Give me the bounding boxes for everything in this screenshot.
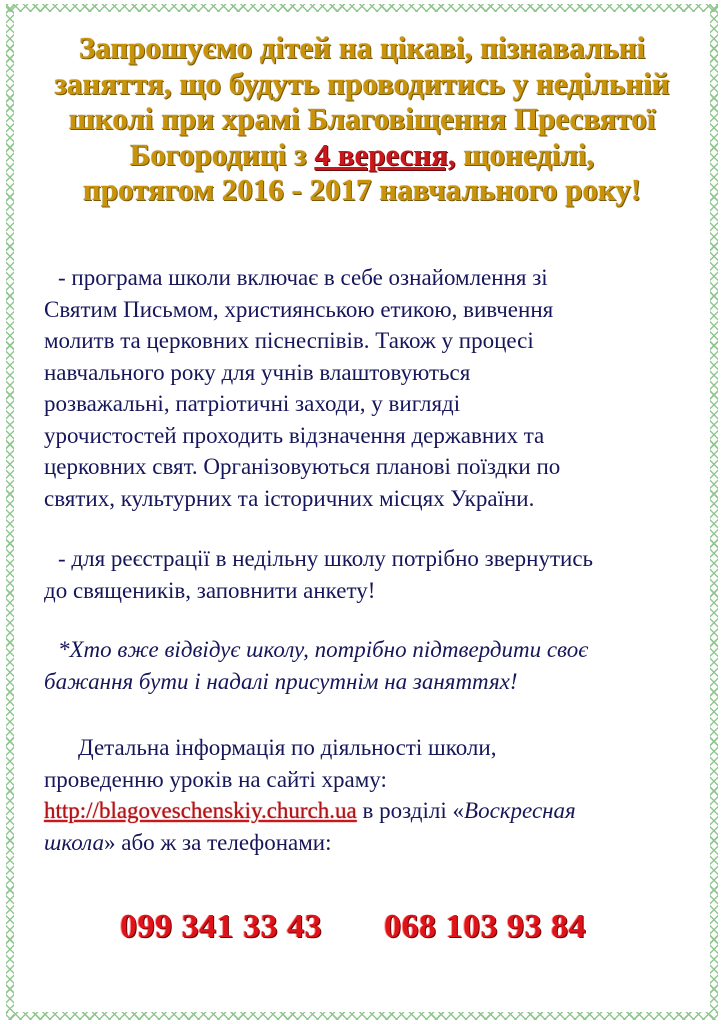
border-right: [710, 4, 718, 1020]
text-line: розважальні, патріотичні заходи, у вигляді: [44, 391, 461, 416]
invitation-heading: [20, 30, 704, 208]
text-line: бажання бути і надалі присутнім на заняттях!: [44, 668, 518, 694]
text-line: [44, 827, 694, 859]
text-line: до священиків, заповнити анкету!: [44, 577, 376, 603]
text-line: проведенню уроків на сайті храму:: [44, 766, 387, 792]
heading-line: протягом 2016 - 2017 навчального року!: [82, 172, 642, 207]
text-line: - програма школи включає в себе ознайомлення зі: [58, 265, 548, 290]
confirmation-note: [44, 634, 694, 697]
phone-number[interactable]: 099 341 33 43: [120, 908, 322, 945]
text-line: церковних свят. Організовуються планові поїздки по: [44, 454, 561, 479]
text-line: Святим Письмом, християнською етикою, вивчення: [44, 296, 554, 322]
text-line: святих, культурних та історичних місцях України.: [44, 485, 535, 511]
border-bottom: [6, 1012, 718, 1020]
text-line: навчального року для учнів влаштовуються: [44, 359, 471, 385]
text-line: урочистостей проходить відзначення державних та: [44, 422, 545, 448]
start-date: 4 вересня,: [314, 136, 456, 172]
registration-paragraph: [44, 543, 694, 606]
heading-line: заняття, що будуть проводитись у недільній: [54, 65, 670, 101]
section-name: Воскресная: [464, 798, 576, 823]
text-fragment: в розділі «: [356, 798, 465, 823]
heading-text: Богородиці з: [129, 136, 315, 172]
section-name: школа: [44, 829, 104, 855]
heading-line: школі при храмі Благовіщення Пресвятої: [68, 101, 656, 136]
border-top: [6, 4, 718, 12]
heading-line-date: [20, 137, 704, 173]
text-line: - для реєстрації в недільну школу потрібно звернутись: [58, 546, 594, 571]
heading-text: щонеділі,: [455, 136, 595, 172]
heading-line: Запрошуємо дітей на цікаві, пізнавальні: [78, 30, 646, 65]
info-paragraph: [44, 732, 694, 858]
text-line: *Хто вже відвідує школу, потрібно підтвердити своє: [58, 637, 589, 662]
text-fragment: » або ж за телефонами:: [103, 829, 332, 855]
program-paragraph: [44, 262, 694, 514]
text-line: Детальна інформація по діяльності школи,: [78, 735, 497, 760]
phone-number[interactable]: 068 103 93 84: [384, 908, 586, 945]
phone-numbers: [0, 908, 724, 952]
border-left: [6, 4, 14, 1020]
text-line: [44, 795, 694, 827]
text-line: молитв та церковних піснеспівів. Також у процесі: [44, 328, 534, 353]
church-website-link[interactable]: http://blagoveschenskiy.church.ua: [44, 798, 357, 823]
